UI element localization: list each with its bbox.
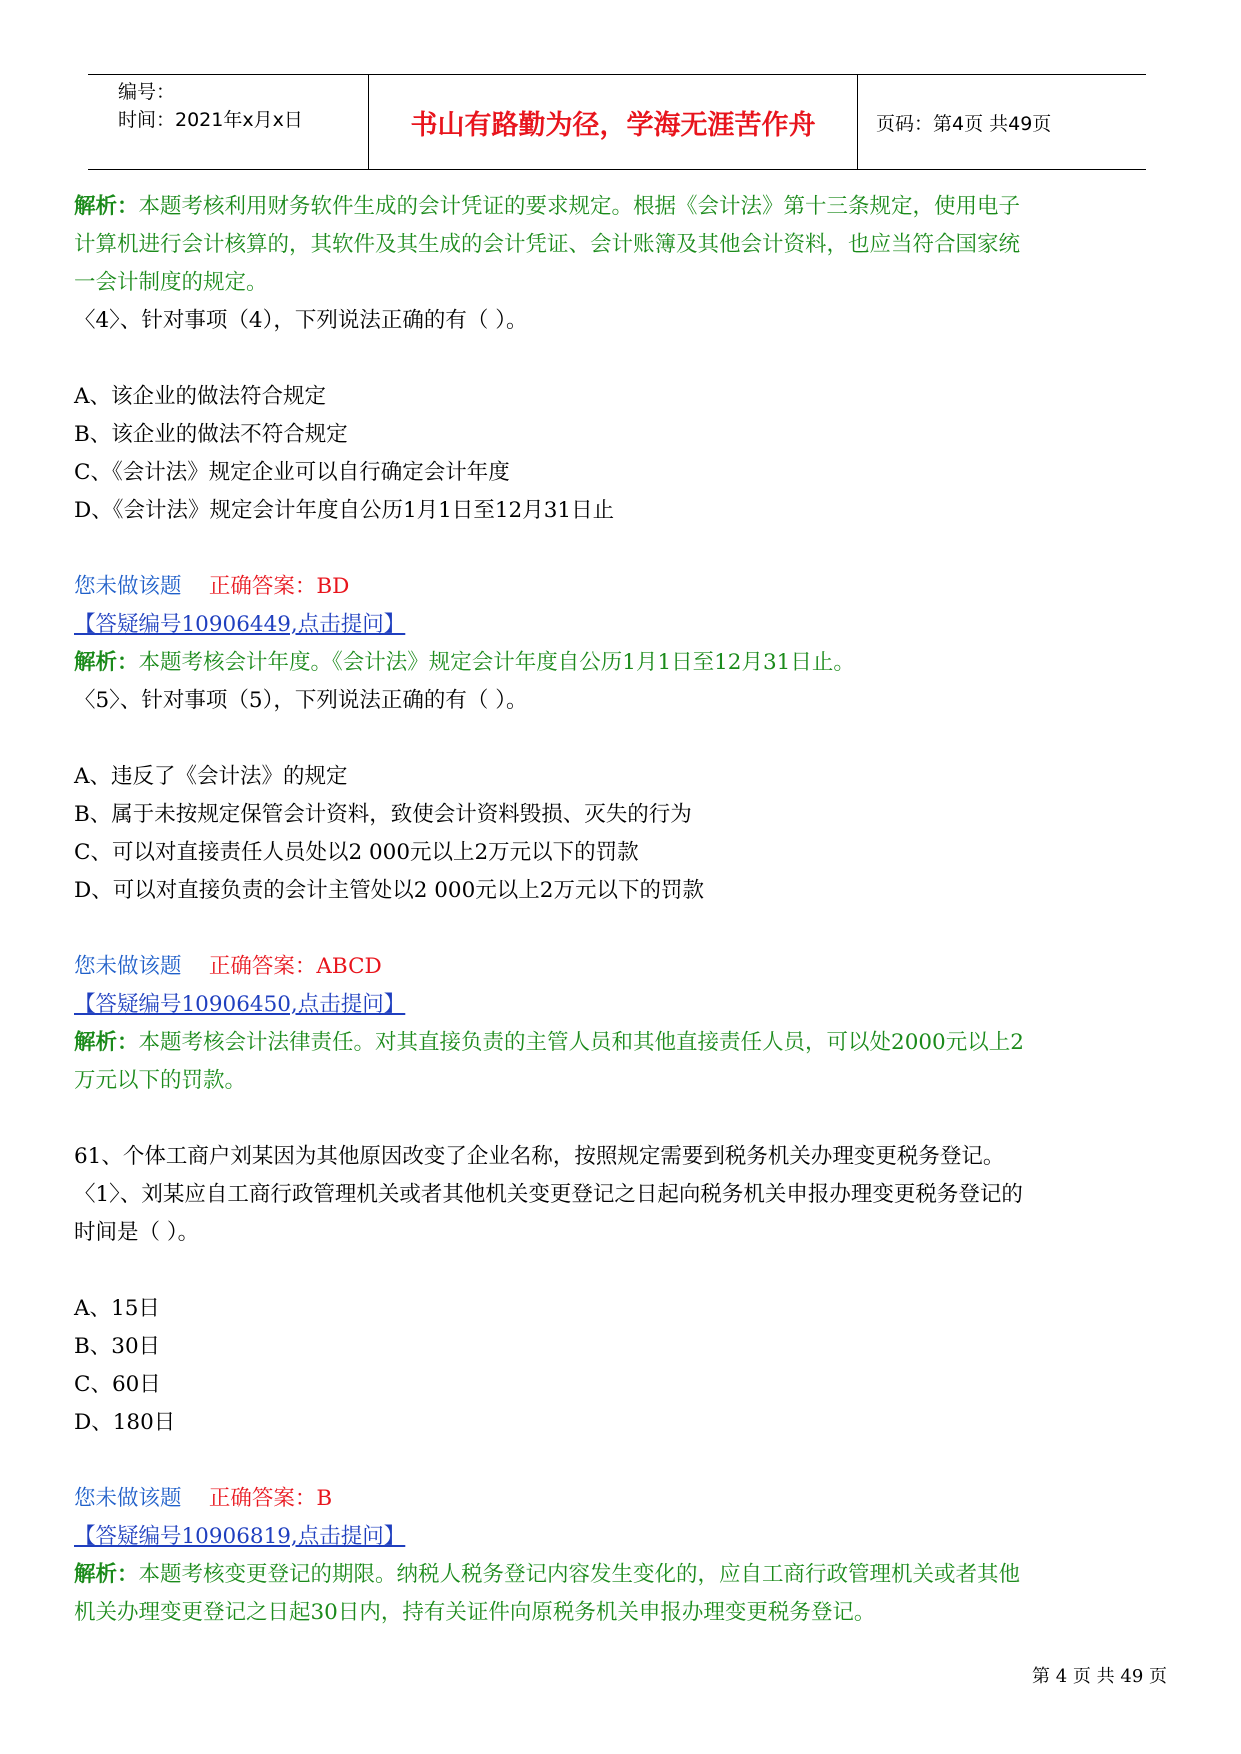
explanation-line: 计算机进行会计核算的，其软件及其生成的会计凭证、会计账簿及其他会计资料，也应当符合国家统 (74, 232, 1021, 257)
question-text: 〈4〉、针对事项（4），下列说法正确的有（ ）。 (74, 308, 528, 333)
option-a: A、该企业的做法符合规定 (74, 384, 327, 409)
status-text: 您未做该题 (74, 954, 182, 979)
question-text: 〈5〉、针对事项（5），下列说法正确的有（ ）。 (74, 688, 528, 713)
correct-answer: 正确答案：B (208, 1486, 333, 1511)
status-text: 您未做该题 (74, 1486, 182, 1511)
document-body (74, 188, 1174, 1632)
explanation-line: 万元以下的罚款。 (74, 1068, 247, 1093)
time-label: 时间：2021年x月x日 (118, 109, 303, 131)
question-text: 〈1〉、刘某应自工商行政管理机关或者其他机关变更登记之日起向税务机关申报办理变更税务登记的 (74, 1182, 1023, 1207)
explanation-label: 解析： (74, 194, 139, 219)
number-label: 编号： (118, 81, 176, 103)
option-b: B、属于未按规定保管会计资料，致使会计资料毁损、灭失的行为 (74, 802, 692, 827)
explanation-line: 解析：本题考核利用财务软件生成的会计凭证的要求规定。根据《会计法》第十三条规定，使用电子 (74, 194, 1021, 219)
page-header (88, 74, 1146, 170)
option-c: C、《会计法》规定企业可以自行确定会计年度 (74, 460, 510, 485)
header-page-label: 页码：第4页 共49页 (876, 112, 1052, 135)
question-stem: 61、个体工商户刘某因为其他原因改变了企业名称，按照规定需要到税务机关办理变更税务登记。 (74, 1144, 1005, 1169)
header-left (88, 75, 398, 169)
correct-answer: 正确答案：BD (208, 574, 350, 599)
explanation-line: 解析：本题考核会计年度。《会计法》规定会计年度自公历1月1日至12月31日止。 (74, 650, 855, 675)
explanation-line: 解析：本题考核会计法律责任。对其直接负责的主管人员和其他直接责任人员，可以处2000元以上2 (74, 1030, 1024, 1055)
status-text: 您未做该题 (74, 574, 182, 599)
correct-answer: 正确答案：ABCD (208, 954, 382, 979)
explanation-label: 解析： (74, 1030, 139, 1055)
explanation-line: 一会计制度的规定。 (74, 270, 268, 295)
explanation-label: 解析： (74, 1562, 139, 1587)
option-a: A、违反了《会计法》的规定 (74, 764, 348, 789)
question-text: 时间是（ ）。 (74, 1220, 200, 1245)
option-b: B、30日 (74, 1334, 161, 1359)
explanation-line: 解析：本题考核变更登记的期限。纳税人税务登记内容发生变化的，应自工商行政管理机关或者其他 (74, 1562, 1021, 1587)
answer-row (74, 568, 1174, 606)
option-c: C、可以对直接责任人员处以2 000元以上2万元以下的罚款 (74, 840, 639, 865)
option-d: D、《会计法》规定会计年度自公历1月1日至12月31日止 (74, 498, 615, 523)
explanation-label: 解析： (74, 650, 139, 675)
option-b: B、该企业的做法不符合规定 (74, 422, 348, 447)
header-motto: 书山有路勤为径，学海无涯苦作舟 (368, 75, 858, 169)
ask-question-link[interactable]: 【答疑编号10906449,点击提问】 (74, 612, 406, 637)
option-c: C、60日 (74, 1372, 161, 1397)
option-d: D、可以对直接负责的会计主管处以2 000元以上2万元以下的罚款 (74, 878, 704, 903)
ask-question-link[interactable]: 【答疑编号10906450,点击提问】 (74, 992, 406, 1017)
ask-question-link[interactable]: 【答疑编号10906819,点击提问】 (74, 1524, 406, 1549)
option-d: D、180日 (74, 1410, 176, 1435)
answer-row (74, 948, 1174, 986)
explanation-line: 机关办理变更登记之日起30日内，持有关证件向原税务机关申报办理变更税务登记。 (74, 1600, 876, 1625)
option-a: A、15日 (74, 1296, 160, 1321)
page-footer: 第 4 页 共 49 页 (1032, 1666, 1167, 1687)
answer-row (74, 1480, 1174, 1518)
